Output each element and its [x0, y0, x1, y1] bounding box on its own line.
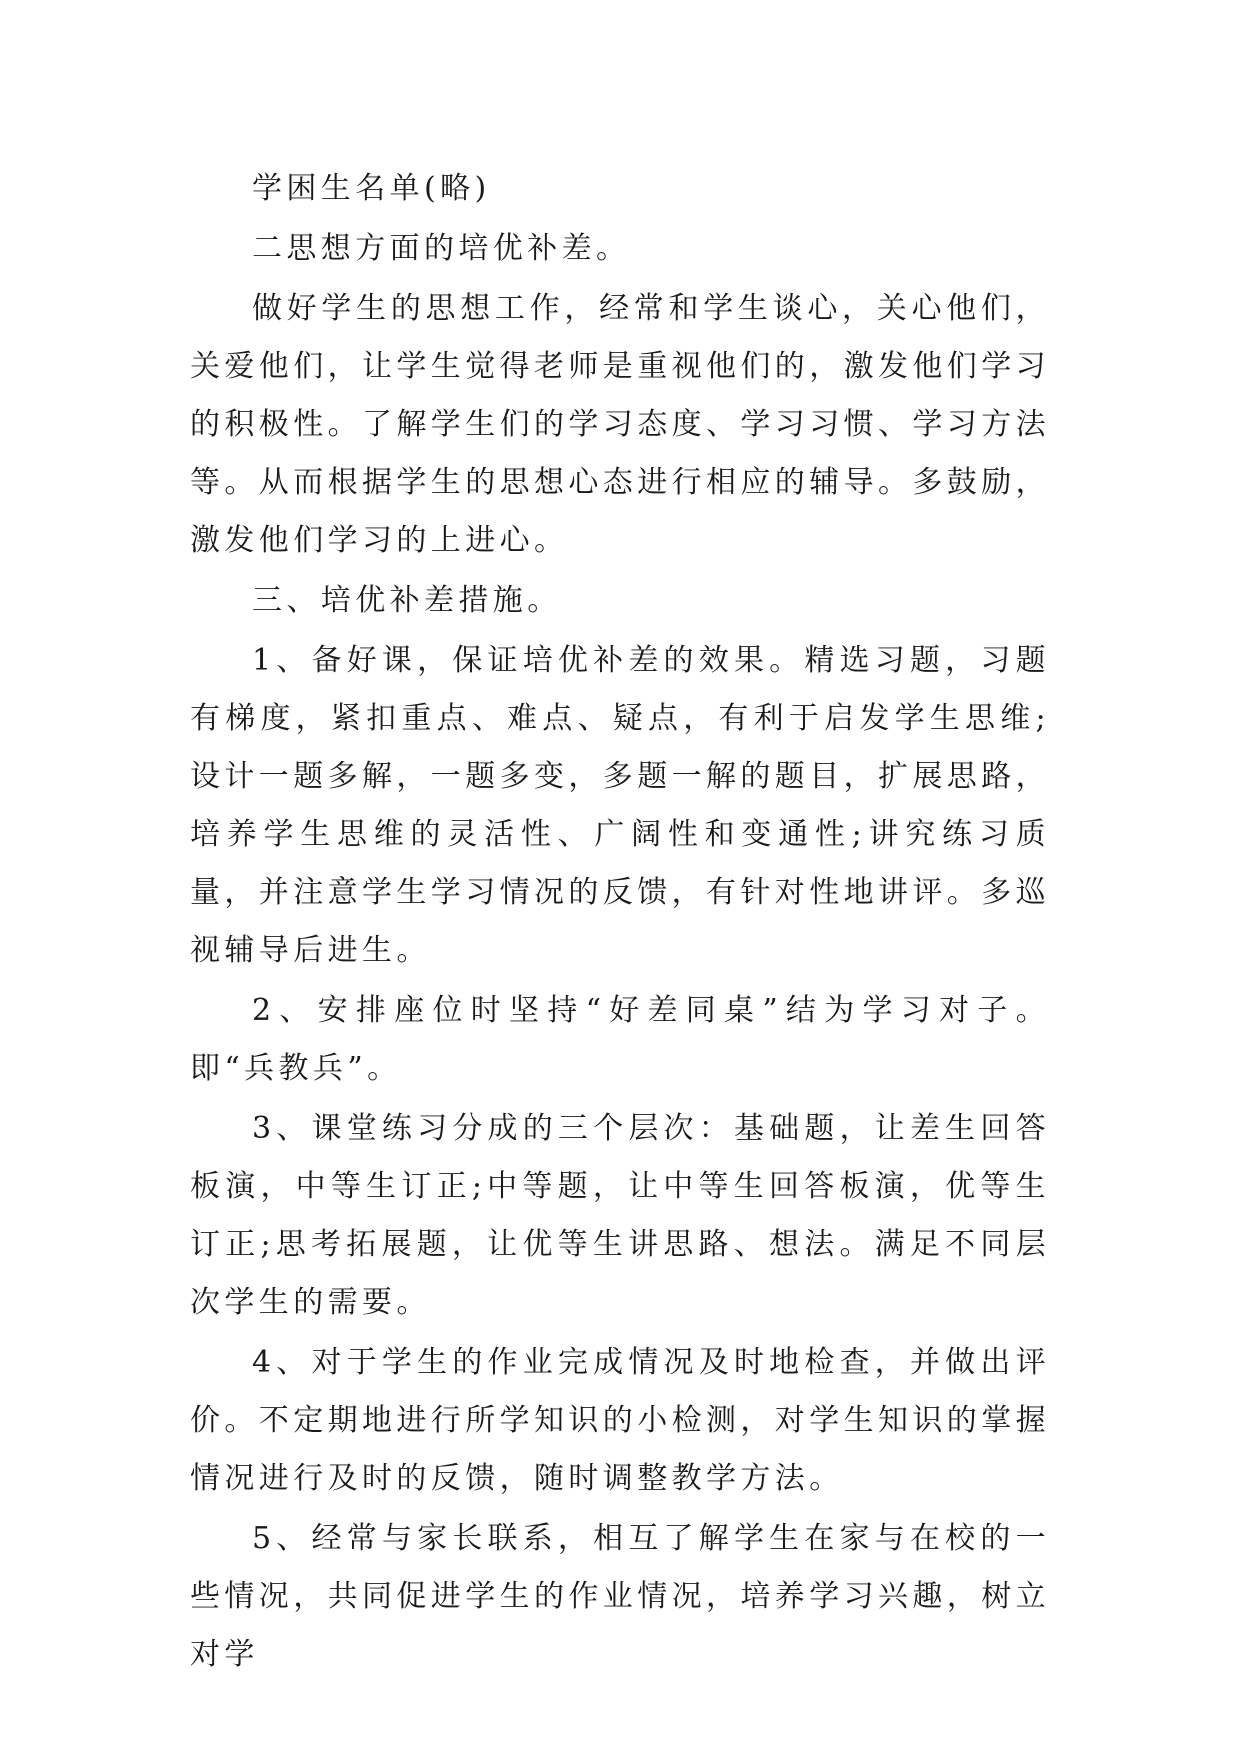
paragraph-struggling-students-list: 学困生名单(略)	[252, 171, 491, 206]
section-heading-ideological: 二思想方面的培优补差。	[252, 231, 631, 266]
section-heading-measures: 三、培优补差措施。	[252, 583, 562, 618]
paragraph-measure-5: 5、经常与家长联系，相互了解学生在家与在校的一些情况，共同促进学生的作业情况，培养学习兴趣，树立对学	[190, 1521, 1050, 1672]
paragraph-measure-3: 3、课堂练习分成的三个层次：基础题，让差生回答板演，中等生订正;中等题，让中等生回答板演，优等生订正;思考拓展题，让优等生讲思路、想法。满足不同层次学生的需要。	[190, 1111, 1050, 1320]
paragraph-measure-2: 2、安排座位时坚持“好差同桌”结为学习对子。即“兵教兵”。	[190, 993, 1050, 1086]
paragraph-ideological-work: 做好学生的思想工作，经常和学生谈心，关心他们，关爱他们，让学生觉得老师是重视他们的，激发他们学习的积极性。了解学生们的学习态度、学习习惯、学习方法等。从而根据学生的思想心态进行相应的辅导。多鼓励，激发他们学习的上进心。	[190, 291, 1050, 558]
paragraph-measure-4: 4、对于学生的作业完成情况及时地检查，并做出评价。不定期地进行所学知识的小检测，对学生知识的掌握情况进行及时的反馈，随时调整教学方法。	[190, 1345, 1050, 1496]
paragraph-measure-1: 1、备好课，保证培优补差的效果。精选习题，习题有梯度，紧扣重点、难点、疑点，有利于启发学生思维;设计一题多解，一题多变，多题一解的题目，扩展思路，培养学生思维的灵活性、广阔性和变通性;讲究练习质量，并注意学生学习情况的反馈，有针对性地讲评。多巡视辅导后进生。	[190, 643, 1050, 968]
document-body	[190, 160, 1050, 1686]
